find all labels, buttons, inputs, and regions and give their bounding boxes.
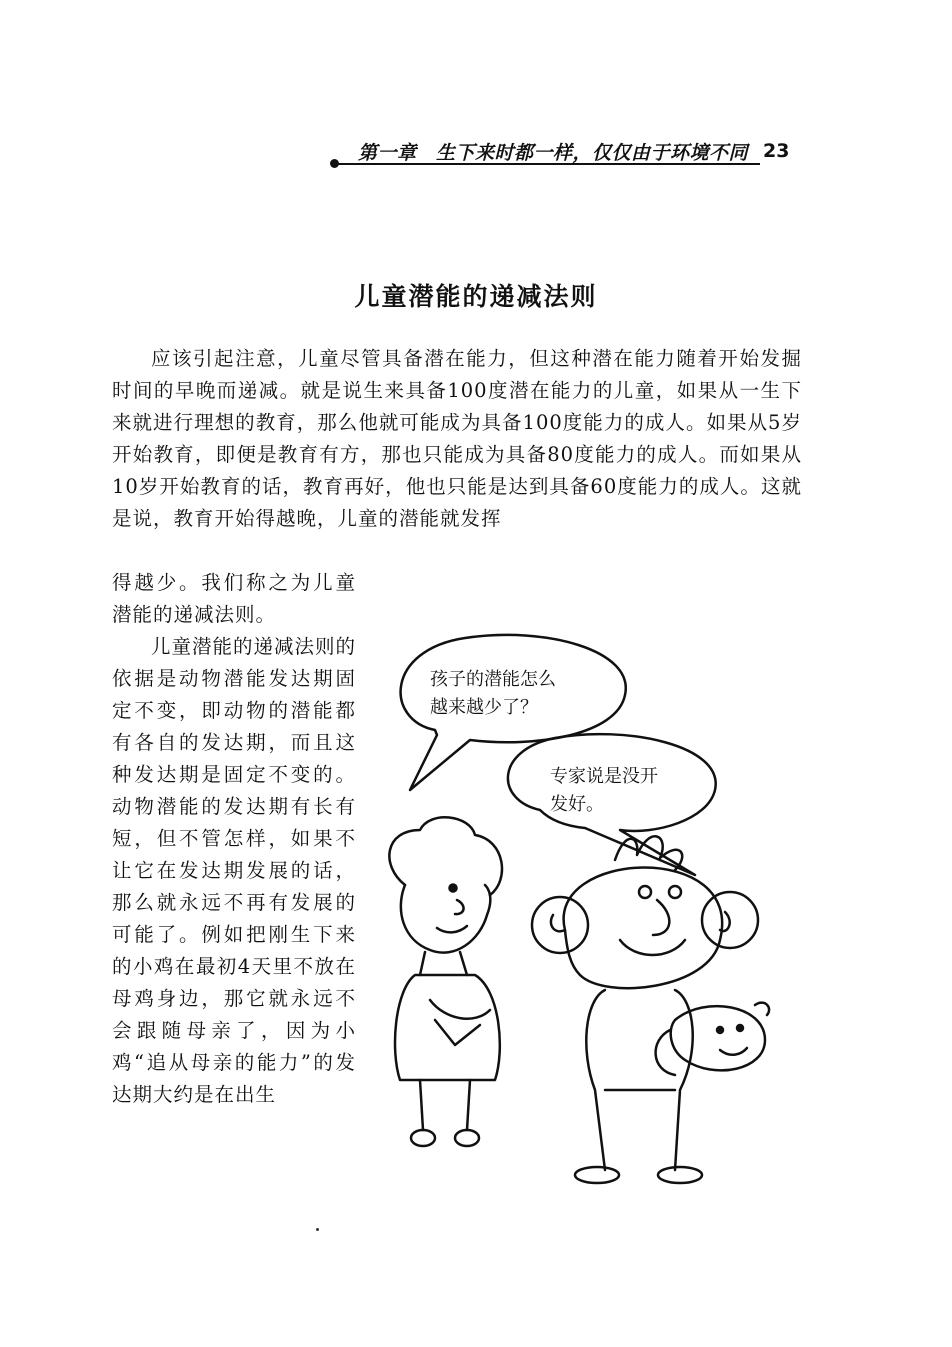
- body-text-full-width: [112, 343, 802, 535]
- baby-figure: [656, 1003, 769, 1075]
- chapter-title: 第一章 生下来时都一样，仅仅由于环境不同: [358, 142, 749, 164]
- paragraph-1: 应该引起注意，儿童尽管具备潜在能力，但这种潜在能力随着开始发掘时间的早晚而递减。就是说生来具备100度潜在能力的儿童，如果从一生下来就进行理想的教育，那么他就可能成为具备100度能力的成人。如果从5岁开始教育，即便是教育有方，那也只能成为具备80度能力的成人。而如果从10岁开始教育的话，教育再好，他也只能是达到具备60度能力的成人。这就是说，教育开始得越晚，儿童的潜能就发挥: [112, 347, 802, 530]
- speech-bubble-right: [508, 734, 716, 875]
- page-number: 23: [763, 140, 790, 162]
- cartoon-illustration: [375, 630, 815, 1190]
- bubble-left-line-1: 孩子的潜能怎么: [430, 669, 556, 690]
- bubble-left-line-2: 越来越少了？: [430, 697, 538, 718]
- bubble-right-line-2: 发好。: [550, 794, 604, 815]
- paragraph-2: 儿童潜能的递减法则的依据是动物潜能发达期固定不变，即动物的潜能都有各自的发达期，而且这种发达期是固定不变的。动物潜能的发达期有长有短，但不管怎样，如果不让它在发达期发展的话，那么就永远不再有发展的可能了。例如把刚生下来的小鸡在最初4天里不放在母鸡身边，那它就永远不会跟随母亲了，因为小鸡“追从母亲的能力”的发达期大约是在出生: [112, 635, 357, 1106]
- mother-figure: [389, 817, 502, 1146]
- scan-speck: [316, 1228, 319, 1231]
- bubble-right-line-1: 专家说是没开: [550, 766, 658, 787]
- paragraph-1-continued: 得越少。我们称之为儿童潜能的递减法则。: [112, 571, 356, 626]
- section-title: 儿童潜能的递减法则: [354, 282, 598, 311]
- running-header: [330, 136, 800, 170]
- body-text-narrow-column: [112, 567, 356, 1111]
- father-figure: [532, 836, 758, 1183]
